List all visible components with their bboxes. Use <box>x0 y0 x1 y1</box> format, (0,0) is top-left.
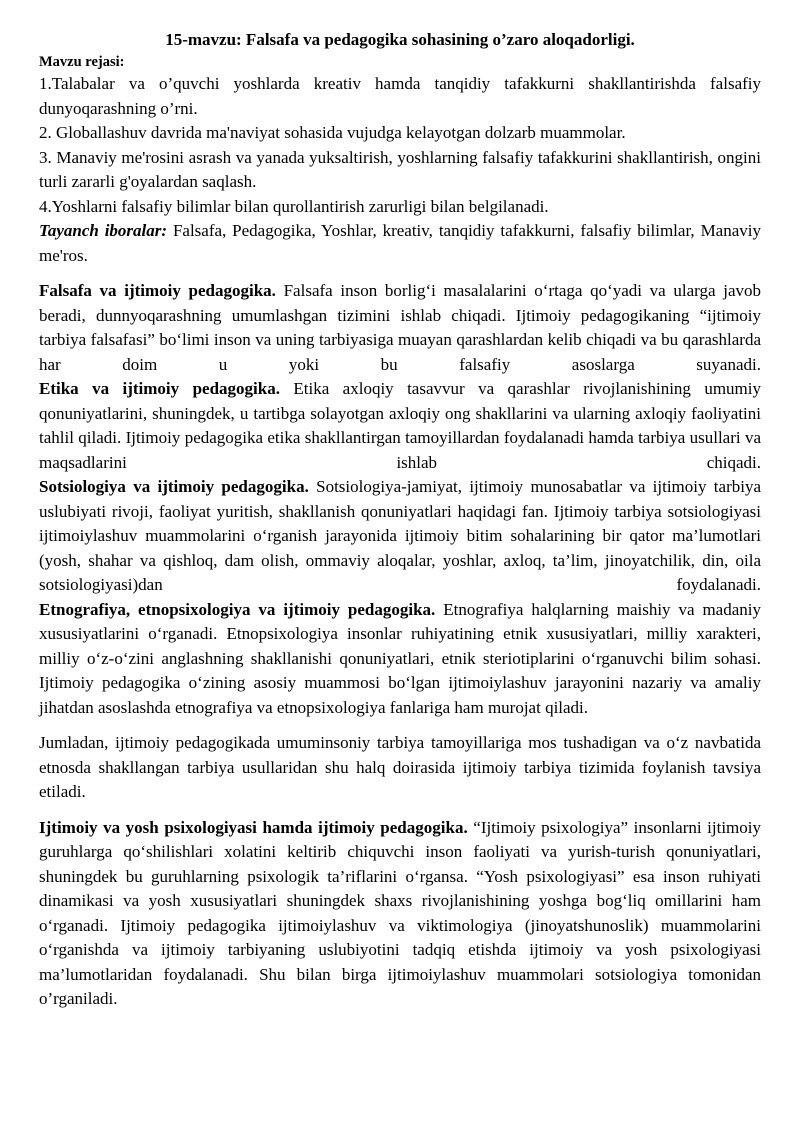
section-text: Etnografiya halqlarning maishiy va madaniy xususiyatlarini o‘rganadi. Etnopsixologiya insonlar ruhiyatining etnik xususiyatlari, milliy xarakteri, milliy o‘z-o‘zini anglashning shakllanishi qonuniyatlari, etnik steriotiplarini o‘rganuvchi bilim sohasi. Ijtimoiy pedagogika o‘zining asosiy muammosi bo‘lgan ijtimoiylashuv jarayonini nazariy va amaliy jihatdan asoslashda etnografiya va etnopsixologiya fanlariga ham murojat qiladi. <box>39 599 761 717</box>
keywords-text: Falsafa, Pedagogika, Yoshlar, kreativ, tanqidiy tafakkurni, falsafiy bilimlar, Manaviy me'ros. <box>39 221 761 265</box>
section-text: Falsafa inson borlig‘i masalalarini o‘rtaga qo‘yadi va ularga javob beradi, dunnyoqarashning umumlashgan tizimini ishlab chiqadi. Ijtimoiy pedagogikaning “ijtimoiy tarbiya falsafasi” bo‘limi inson va uning tarbiyasiga muayan qarashlardan kelib chiqadi va bu qarashlarda har doim u yoki bu falsafiy asoslarga suyanadi. <box>39 281 762 374</box>
plan-item-1: 1.Talabalar va o’quvchi yoshlarda kreativ hamda tanqidiy tafakkurni shakllantirishda falsafiy dunyoqarashning o’rni. <box>39 74 761 118</box>
section-text: Etika axloqiy tasavvur va qarashlar rivojlanishining umumiy qonuniyatlarini, shuningdek, u tartibga solayotgan axloqiy ong shakllarini va ularning axloqiy faoliyatini tahlil qiladi. Ijtimoiy pedagogika etika shakllantirgan tamoyillardan foydalanadi hamda tarbiya usullari va maqsadlarini ishlab chiqadi. <box>39 379 761 472</box>
section-philosophy <box>39 279 761 377</box>
keywords-paragraph <box>39 219 761 268</box>
section-ethics <box>39 377 761 475</box>
section-sociology <box>39 475 761 598</box>
section-text: “Ijtimoiy psixologiya” insonlarni ijtimoiy guruhlarga qo‘shilishlari xolatini keltirib chiquvchi inson faoliyati va yurish-turish qonuniyatlari, shuningdek bu guruhlarning psixologik ta’riflarini o‘rgansa. “Yosh psixologiyasi” esa inson ruhiyati dinamikasi va yosh xususiyatlari shuningdek shaxs rivojlanishining yoshga bog‘liq omillarini ham o‘rganadi. Ijtimoiy pedagogika ijtimoiylashuv va viktimologiya (jinoyatshunoslik) muammolarini o‘rganishda va ijtimoiy tarbiyaning uslubiyotini tadqiq etishda ijtimoiy va yosh psixologiyasi ma’lumotlaridan foydalanadi. Shu bilan birga ijtimoiylashuv muammolari sotsiologiya tomonidan o’rganiladi. <box>39 817 761 1008</box>
section-psychology <box>39 816 761 1012</box>
section-heading: Sotsiologiya va ijtimoiy pedagogika. <box>39 477 309 496</box>
section-heading: Etika va ijtimoiy pedagogika. <box>39 379 280 398</box>
plan-heading: Mavzu rejasi: <box>39 54 125 70</box>
page-title: 15-mavzu: Falsafa va pedagogika sohasining o’zaro aloqadorligi. <box>165 30 635 49</box>
paragraph-jumladan: Jumladan, ijtimoiy pedagogikada umuminsoniy tarbiya tamoyillariga mos tushadigan va o‘z navbatida etnosda shakllangan tarbiya usullaridan shu halq doirasida ijtimoiy tarbiya tizimida foylanish tavsiya etiladi. <box>39 733 761 801</box>
section-heading: Ijtimoiy va yosh psixologiyasi hamda ijtimoiy pedagogika. <box>39 817 468 837</box>
section-ethnography <box>39 598 761 721</box>
section-heading: Falsafa va ijtimoiy pedagogika. <box>39 281 276 300</box>
plan-item-3: 3. Manaviy me'rosini asrash va yanada yuksaltirish, yoshlarning falsafiy tafakkurini shakllantirish, ongini turli zararli g'oyalardan saqlash. <box>39 147 761 191</box>
section-heading: Etnografiya, etnopsixologiya va ijtimoiy pedagogika. <box>39 599 436 619</box>
section-text: Sotsiologiya-jamiyat, ijtimoiy munosabatlar va ijtimoiy tarbiya uslubiyati rivoji, faoliyat yuritish, shakllanish qonuniyatlari haqidagi fan. Ijtimoiy tarbiya sotsiologiyasi ijtimoiylashuv muammolarini o‘rganish jarayonida ijtimoiy bitim sohalarining bir qator ma’lumotlari (yosh, shahar va qishloq, dam olish, ommaviy aloqalar, yoshlar, axloq, ta’lim, jinoyatchilik, din, oila sotsiologiyasi)dan foydalanadi. <box>39 477 761 594</box>
plan-item-2: 2. Globallashuv davrida ma'naviyat sohasida vujudga kelayotgan dolzarb muammolar. <box>39 123 626 142</box>
plan-item-4: 4.Yoshlarni falsafiy bilimlar bilan qurollantirish zarurligi bilan belgilanadi. <box>39 196 549 216</box>
keywords-label: Tayanch iboralar: <box>39 221 168 240</box>
